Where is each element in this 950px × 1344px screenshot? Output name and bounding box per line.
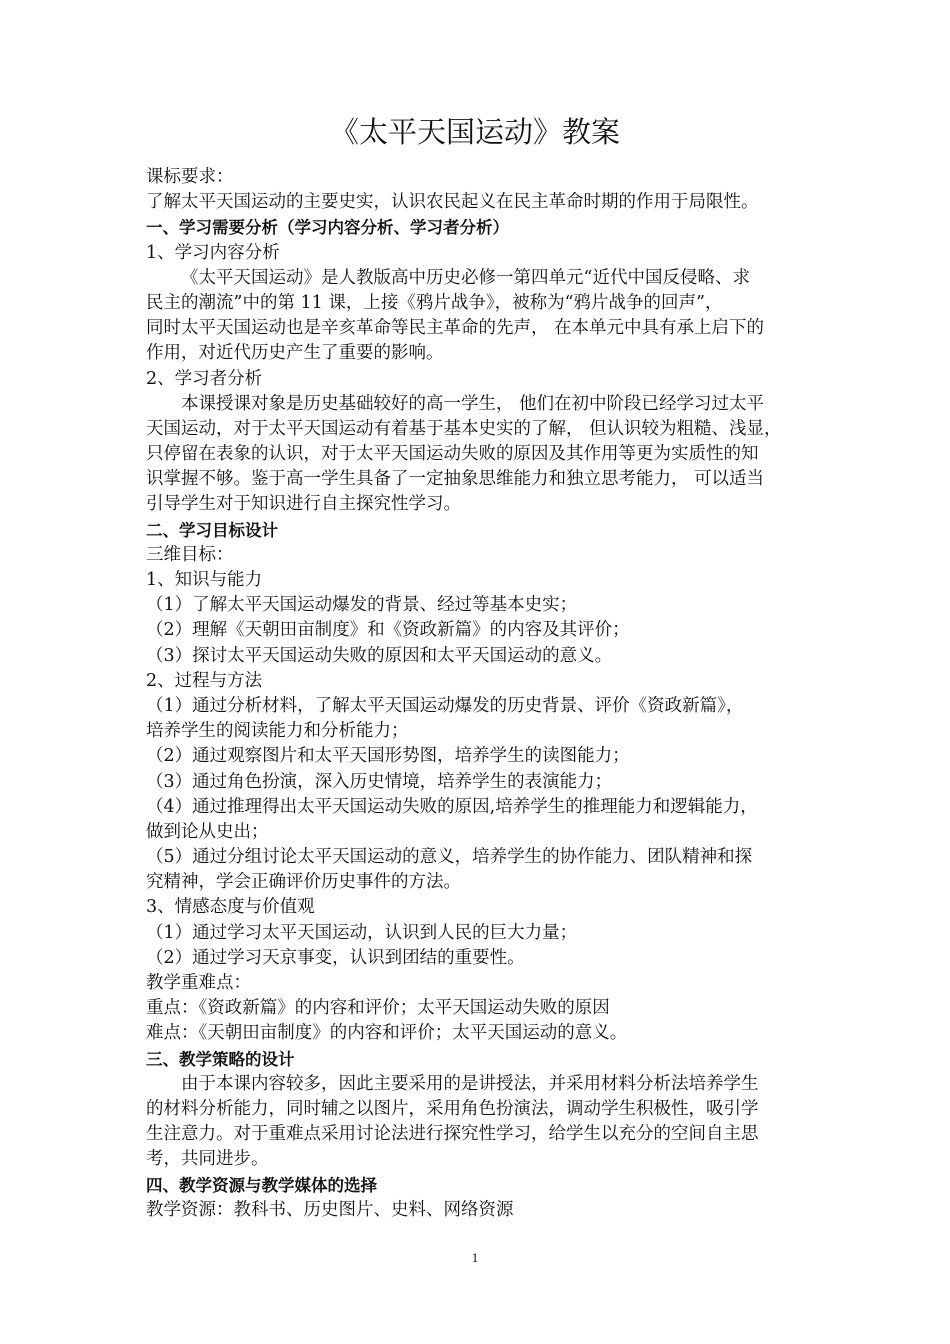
text-line: （1）了解太平天国运动爆发的背景、经过等基本史实；: [146, 595, 578, 616]
text-line: 3、情感态度与价值观: [146, 897, 315, 918]
text-line: 同时太平天国运动也是辛亥革命等民主革命的先声， 在本单元中具有承上启下的: [146, 318, 765, 339]
section-heading: 二、学习目标设计: [146, 520, 278, 540]
text-line: 教学重难点：: [146, 973, 251, 993]
text-line: （1）通过学习太平天国运动，认识到人民的巨大力量；: [146, 922, 578, 943]
text-line: （2）理解《天朝田亩制度》和《资政新篇》的内容及其评价；: [146, 620, 630, 641]
text-line: 2、学习者分析: [146, 368, 263, 389]
section-heading: 四、教学资源与教学媒体的选择: [146, 1175, 377, 1195]
text-line: 只停留在表象的认识，对于太平天国运动失败的原因及其作用等更为实质性的知: [146, 444, 759, 465]
text-line: （2）通过学习天京事变，认识到团结的重要性。: [146, 947, 525, 968]
text-line: 生注意力。对于重难点采用讨论法进行探究性学习，给学生以充分的空间自主思: [146, 1124, 759, 1145]
text-line: 三维目标：: [146, 544, 234, 565]
text-line: （3）探讨太平天国运动失败的原因和太平天国运动的意义。: [146, 645, 613, 666]
text-line: 的材料分析能力，同时辅之以图片，采用角色扮演法，调动学生积极性，吸引学: [146, 1098, 759, 1119]
text-line: 难点：《天朝田亩制度》的内容和评价；太平天国运动的意义。: [146, 1023, 628, 1044]
section-heading: 一、学习需要分析（学习内容分析、学习者分析）: [146, 218, 509, 238]
text-line: 作用，对近代历史产生了重要的影响。: [146, 343, 444, 364]
text-line: 2、过程与方法: [146, 670, 263, 691]
section-heading: 三、教学策略的设计: [146, 1049, 295, 1069]
text-line: 重点：《资政新篇》的内容和评价；太平天国运动失败的原因: [146, 998, 610, 1019]
text-line: 1、知识与能力: [146, 570, 263, 590]
document-title: 《太平天国运动》教案: [329, 115, 620, 149]
text-line: 由于本课内容较多，因此主要采用的是讲授法，并采用材料分析法培养学生: [181, 1073, 759, 1094]
text-line: 天国运动，对于太平天国运动有着基于基本史实的了解， 但认识较为粗糙、浅显，: [146, 418, 782, 439]
text-line: 教学资源：教科书、历史图片、史料、网络资源: [146, 1199, 514, 1220]
text-line: 做到论从史出；: [146, 821, 269, 842]
text-line: 课标要求：: [146, 167, 234, 187]
page-number: 1: [471, 1250, 479, 1265]
text-line: 本课授课对象是历史基础较好的高一学生， 他们在初中阶段已经学习过太平: [181, 393, 765, 414]
text-line: 究精神，学会正确评价历史事件的方法。: [146, 872, 461, 893]
text-line: （4）通过推理得出太平天国运动失败的原因,培养学生的推理能力和逻辑能力，: [146, 796, 758, 817]
text-line: （5）通过分组讨论太平天国运动的意义，培养学生的协作能力、团队精神和探: [146, 847, 753, 868]
text-line: 识掌握不够。鉴于高一学生具备了一定抽象思维能力和独立思考能力， 可以适当: [146, 469, 765, 490]
document-body: [146, 165, 812, 1223]
text-line: （2）通过观察图片和太平天国形势图，培养学生的读图能力；: [146, 746, 630, 767]
text-line: （3）通过角色扮演，深入历史情境，培养学生的表演能力；: [146, 771, 613, 792]
text-line: 《太平天国运动》是人教版高中历史必修一第四单元“近代中国反侵略、求: [181, 267, 750, 288]
text-line: 考，共同进步。: [146, 1149, 269, 1170]
text-line: 引导学生对于知识进行自主探究性学习。: [146, 494, 461, 515]
text-line: 民主的潮流”中的第 11 课，上接《鸦片战争》，被称为“鸦片战争的回声”，: [146, 292, 723, 313]
text-line: （1）通过分析材料，了解太平天国运动爆发的历史背景、评价《资政新篇》，: [146, 695, 744, 716]
text-line: 培养学生的阅读能力和分析能力；: [146, 721, 409, 742]
text-line: 1、学习内容分析: [146, 242, 280, 263]
text-line: 了解太平天国运动的主要史实，认识农民起义在民主革命时期的作用于局限性。: [146, 192, 759, 213]
